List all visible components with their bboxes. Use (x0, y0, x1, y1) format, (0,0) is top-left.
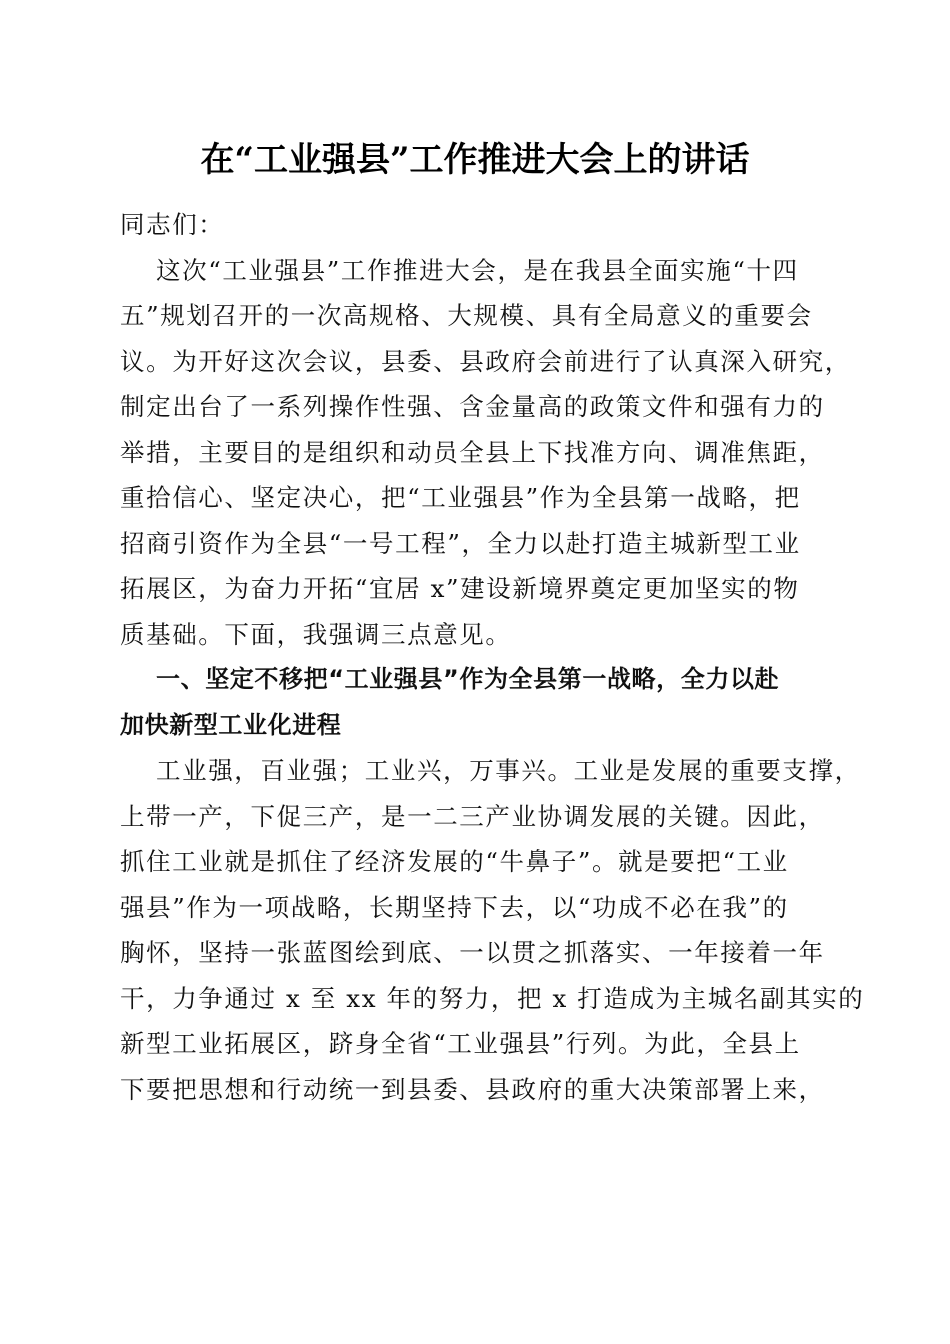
document-title: 在“工业强县”工作推进大会上的讲话 (200, 140, 750, 180)
paragraph-line: 招商引资作为全县“一号工程”，全力以赴打造主城新型工业 (120, 528, 801, 558)
paragraph-line: 抓住工业就是抓住了经济发展的“牛鼻子”。就是要把“工业 (120, 847, 789, 876)
paragraph-line: 制定出台了一系列操作性强、含金量高的政策文件和强有力的 (120, 392, 825, 421)
paragraph-line: 强县”作为一项战略，长期坚持下去，以“功成不必在我”的 (120, 892, 789, 922)
paragraph-section-1 (120, 748, 865, 1112)
paragraph-line: 举措，主要目的是组织和动员全县上下找准方向、调准焦距， (120, 437, 825, 467)
paragraph-line: 五”规划召开的一次高规格、大规模、具有全局意义的重要会 (120, 301, 813, 330)
paragraph-line: 下要把思想和行动统一到县委、县政府的重大决策部署上来， (120, 1074, 825, 1104)
paragraph-line: 新型工业拓展区，跻身全省“工业强县”行列。为此，全县上 (120, 1029, 801, 1058)
paragraph-line: 上带一产，下促三产，是一二三产业协调发展的关键。因此， (120, 801, 825, 831)
heading-line: 一、坚定不移把“工业强县”作为全县第一战略，全力以赴 (156, 665, 780, 693)
section-heading-1 (120, 657, 835, 748)
paragraph-line: 这次“工业强县”工作推进大会，是在我县全面实施“十四 (156, 255, 799, 285)
paragraph-line: 质基础。下面，我强调三点意见。 (120, 619, 512, 649)
paragraph-line: 拓展区，为奋力开拓“宜居 x”建设新境界奠定更加坚实的物 (120, 574, 800, 603)
paragraph-line: 重拾信心、坚定决心，把“工业强县”作为全县第一战略，把 (120, 483, 801, 512)
document-body (120, 202, 865, 1112)
greeting: 同志们： (120, 210, 225, 239)
heading-line: 加快新型工业化进程 (120, 710, 342, 739)
paragraph-line: 干，力争通过 x 至 xx 年的努力，把 x 打造成为主城名副其实的 (120, 983, 865, 1013)
paragraph-line: 议。为开好这次会议，县委、县政府会前进行了认真深入研究， (120, 346, 851, 376)
paragraph-line: 胸怀，坚持一张蓝图绘到底、一以贯之抓落实、一年接着一年 (120, 938, 825, 967)
paragraph-intro (120, 248, 851, 658)
paragraph-line: 工业强，百业强；工业兴，万事兴。工业是发展的重要支撑， (156, 756, 861, 785)
